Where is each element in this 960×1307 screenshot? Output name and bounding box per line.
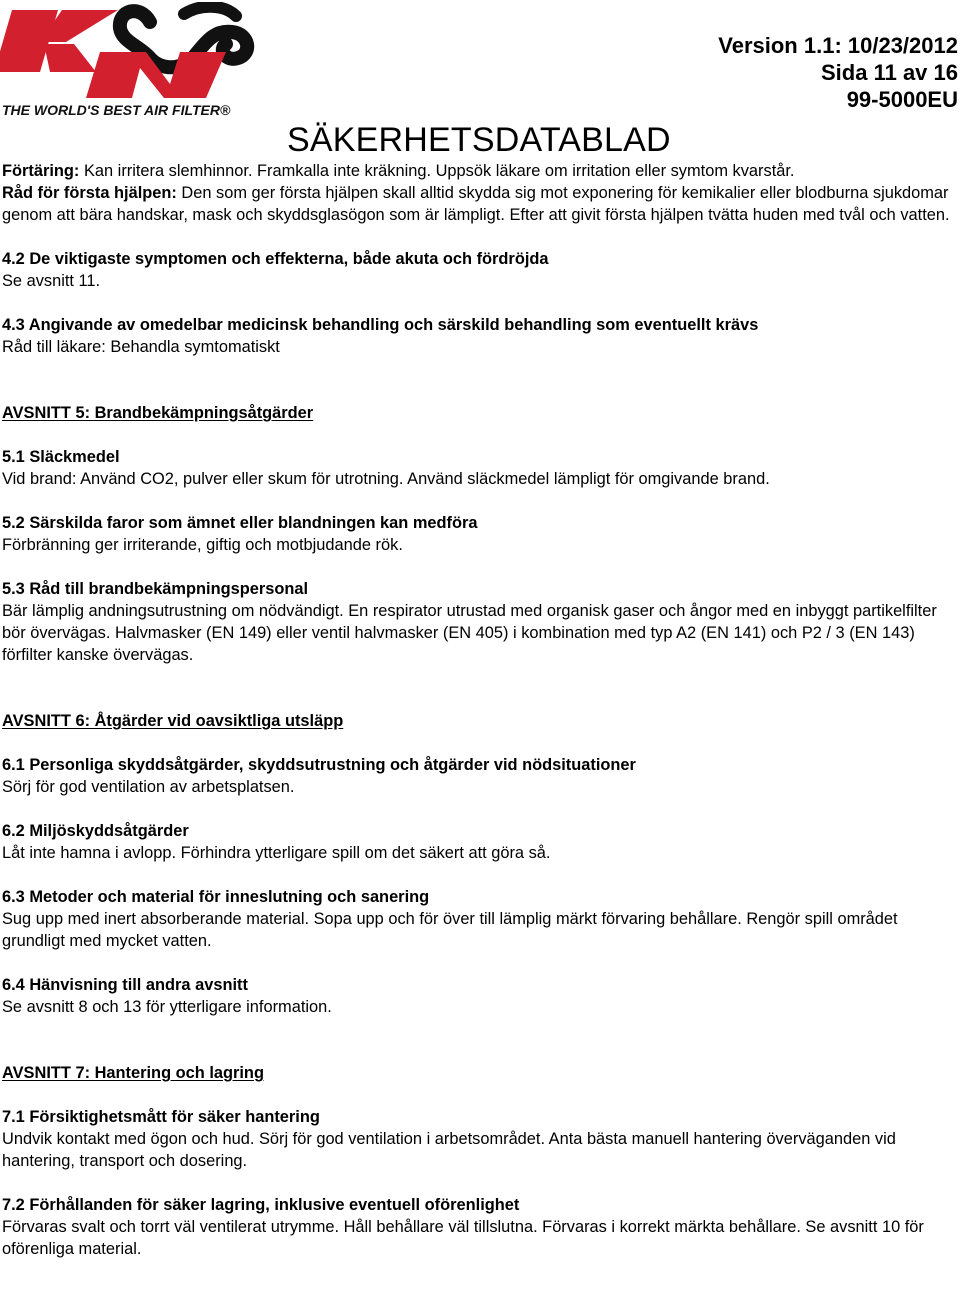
kn-logo-mark	[0, 7, 247, 98]
kn-logo-tagline: THE WORLD'S BEST AIR FILTER®	[2, 102, 231, 118]
kn-logo	[0, 2, 290, 122]
subsection-heading-6-3: 6.3 Metoder och material för inneslutning och sanering	[2, 888, 430, 906]
ingestion-text: Kan irritera slemhinnor. Framkalla inte kräkning. Uppsök läkare om irritation eller symtom kvarstår.	[79, 162, 795, 180]
section-heading-7: AVSNITT 7: Hantering och lagring	[2, 1064, 264, 1082]
subsection-heading-6-2: 6.2 Miljöskyddsåtgärder	[2, 822, 189, 840]
subsection-text-4-2: Se avsnitt 11.	[2, 272, 101, 290]
document-meta	[718, 32, 958, 113]
subsection-text-6-2: Låt inte hamna i avlopp. Förhindra ytterligare spill om det säkert att göra så.	[2, 844, 551, 862]
first-aid-label: Råd för första hjälpen:	[2, 184, 177, 202]
subsection-heading-7-2: 7.2 Förhållanden för säker lagring, inklusive eventuell oförenlighet	[2, 1196, 520, 1214]
subsection-text-5-3: Bär lämplig andningsutrustning om nödvändigt. En respirator utrustad med organisk gaser och ångor med en inbyggt partikelfilter bör övervägas. Halvmasker (EN 149) eller ventil halvmasker (EN 405) i kombination med typ A2 (EN 141) och P2 / 3 (EN 143) förfilter kanske övervägas.	[2, 602, 937, 664]
subsection-heading-5-1: 5.1 Släckmedel	[2, 448, 120, 466]
subsection-text-5-1: Vid brand: Använd CO2, pulver eller skum för utrotning. Använd släckmedel lämpligt för omgivande brand.	[2, 470, 770, 488]
subsection-text-4-3: Råd till läkare: Behandla symtomatiskt	[2, 338, 280, 356]
document-body	[2, 160, 958, 1260]
subsection-heading-5-3: 5.3 Råd till brandbekämpningspersonal	[2, 580, 309, 598]
first-aid-paragraph	[2, 182, 958, 226]
ingestion-paragraph	[2, 160, 958, 182]
subsection-heading-6-4: 6.4 Hänvisning till andra avsnitt	[2, 976, 248, 994]
section-heading-5: AVSNITT 5: Brandbekämpningsåtgärder	[2, 404, 314, 422]
subsection-heading-7-1: 7.1 Försiktighetsmått för säker hantering	[2, 1108, 320, 1126]
subsection-heading-4-3: 4.3 Angivande av omedelbar medicinsk behandling och särskild behandling som eventuellt krävs	[2, 316, 759, 334]
first-aid-text: Den som ger första hjälpen skall alltid skydda sig mot exponering för kemikalier eller blodburna sjukdomar genom att bära handskar, mask och skyddsglasögon som är lämpligt. Efter att givit första hjälpen tvätta huden med tvål och vatten.	[2, 184, 950, 224]
section-heading-6: AVSNITT 6: Åtgärder vid oavsiktliga utsläpp	[2, 712, 344, 730]
document-number: 99-5000EU	[846, 87, 958, 112]
subsection-text-6-1: Sörj för god ventilation av arbetsplatsen.	[2, 778, 295, 796]
subsection-text-6-3: Sug upp med inert absorberande material. Sopa upp och för över till lämplig märkt förvaring behållare. Rengör spill området grundligt med mycket vatten.	[2, 910, 898, 950]
subsection-heading-5-2: 5.2 Särskilda faror som ämnet eller blandningen kan medföra	[2, 514, 478, 532]
subsection-heading-4-2: 4.2 De viktigaste symptomen och effekterna, både akuta och fördröjda	[2, 250, 549, 268]
page-counter: Sida 11 av 16	[821, 60, 958, 85]
subsection-text-6-4: Se avsnitt 8 och 13 för ytterligare information.	[2, 998, 332, 1016]
subsection-text-7-2: Förvaras svalt och torrt väl ventilerat utrymme. Håll behållare väl tillslutna. Förvaras i korrekt märkta behållare. Se avsnitt 10 för oförenliga material.	[2, 1218, 924, 1258]
subsection-heading-6-1: 6.1 Personliga skyddsåtgärder, skyddsutrustning och åtgärder vid nödsituationer	[2, 756, 636, 774]
page-header	[0, 0, 960, 170]
ingestion-label: Förtäring:	[2, 162, 80, 180]
version-label: Version 1.1: 10/23/2012	[718, 33, 958, 58]
subsection-text-5-2: Förbränning ger irriterande, giftig och motbjudande rök.	[2, 536, 403, 554]
subsection-text-7-1: Undvik kontakt med ögon och hud. Sörj för god ventilation i arbetsområdet. Anta bästa manuell hantering överväganden vid hantering, transport och dosering.	[2, 1130, 896, 1170]
page-title: SÄKERHETSDATABLAD	[287, 121, 671, 159]
